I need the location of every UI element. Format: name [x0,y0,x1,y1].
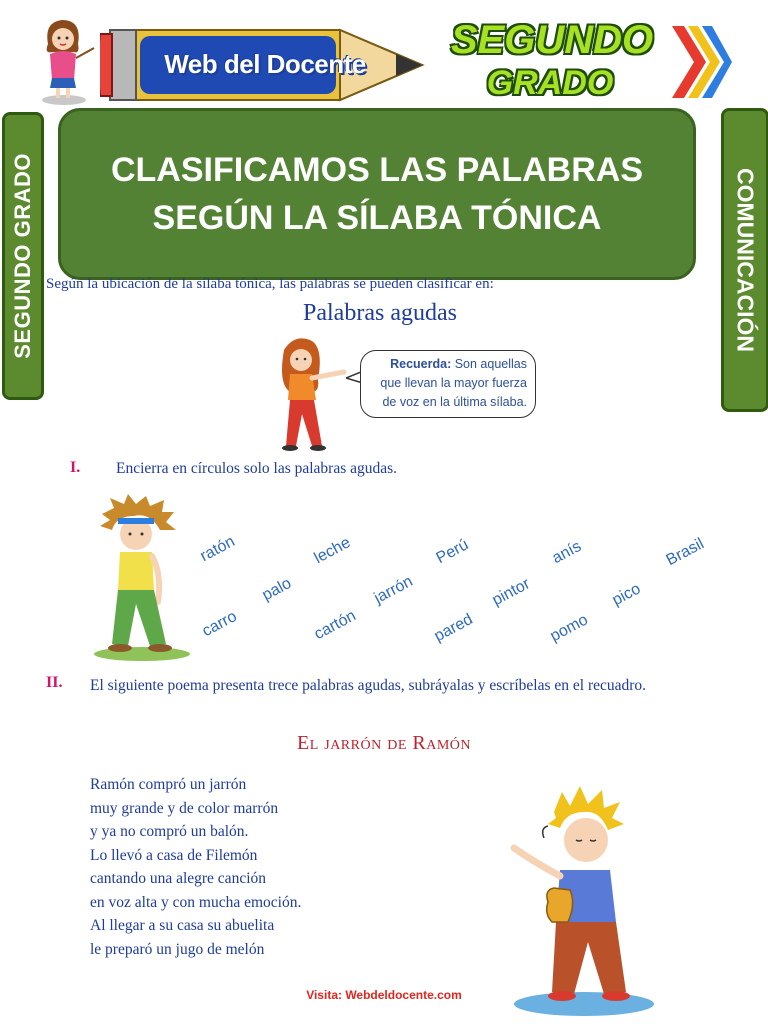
word-leche: leche [311,534,354,568]
word-anis: anís [549,537,585,568]
poem-line: en voz alta y con mucha emoción. [90,893,302,911]
poem-line: muy grande y de color marrón [90,799,279,817]
reminder-label: Recuerda: [390,357,452,371]
exercise-1-text: Encierra en círculos solo las palabras agudas. [116,460,398,477]
word-palo: palo [259,574,295,605]
poem-text [90,773,301,961]
word-jarron: jarrón [371,572,416,608]
grade-title-line1: SEGUNDO [450,18,654,62]
word-carton: cartón [311,607,359,644]
poem-line: Ramón compró un jarrón [90,776,247,793]
teacher-illustration [30,14,100,106]
exercise-2-number: II. [46,674,63,691]
footer-link[interactable]: Visita: Webdeldocente.com [306,988,462,1002]
worksheet-title: CLASIFICAMOS LAS PALABRAS SEGÚN LA SÍLABA TÓNICA [58,108,696,280]
word-pintor: pintor [489,575,533,610]
word-pico: pico [609,580,644,610]
word-brasil: Brasil [663,535,707,570]
word-pomo: pomo [547,611,591,646]
reminder-text-2: que llevan la mayor fuerza [380,376,527,390]
boy-with-jar-illustration [504,782,664,1018]
reminder-text-3: de voz en la última sílaba. [382,395,527,409]
exercise-1-number: I. [70,459,81,476]
reminder-text-1: Son aquellas [454,357,527,371]
intro-text: Según la ubicación de la sílaba tónica, las palabras se pueden clasificar en: [46,276,494,292]
word-pared: pared [431,610,476,646]
girl-illustration [264,334,360,458]
poem-title: El jarrón de Ramón [296,732,471,754]
poem-line: cantando una alegre canción [90,870,267,887]
section-heading: Palabras agudas [303,300,457,326]
exercise-2-text: El siguiente poema presenta trece palabras agudas, subráyalas y escríbelas en el recuadro. [90,677,647,694]
word-raton: ratón [197,532,238,566]
grade-title-line2: GRADO [486,64,614,102]
poem-line: Al llegar a su casa su abuelita [90,917,275,934]
poem-line: y ya no compró un balón. [90,823,249,840]
word-carro: carro [199,607,240,641]
word-peru: Perú [433,536,472,568]
poem-line: Lo llevó a casa de Filemón [90,846,258,864]
side-label-grade: SEGUNDO GRADO [2,112,44,400]
side-label-subject: COMUNICACIÓN [721,108,768,412]
boy-illustration [90,494,194,664]
poem-line: le preparó un jugo de melón [90,940,265,958]
logo-text: Web del Docente [164,49,366,79]
reminder-bubble [360,350,536,418]
